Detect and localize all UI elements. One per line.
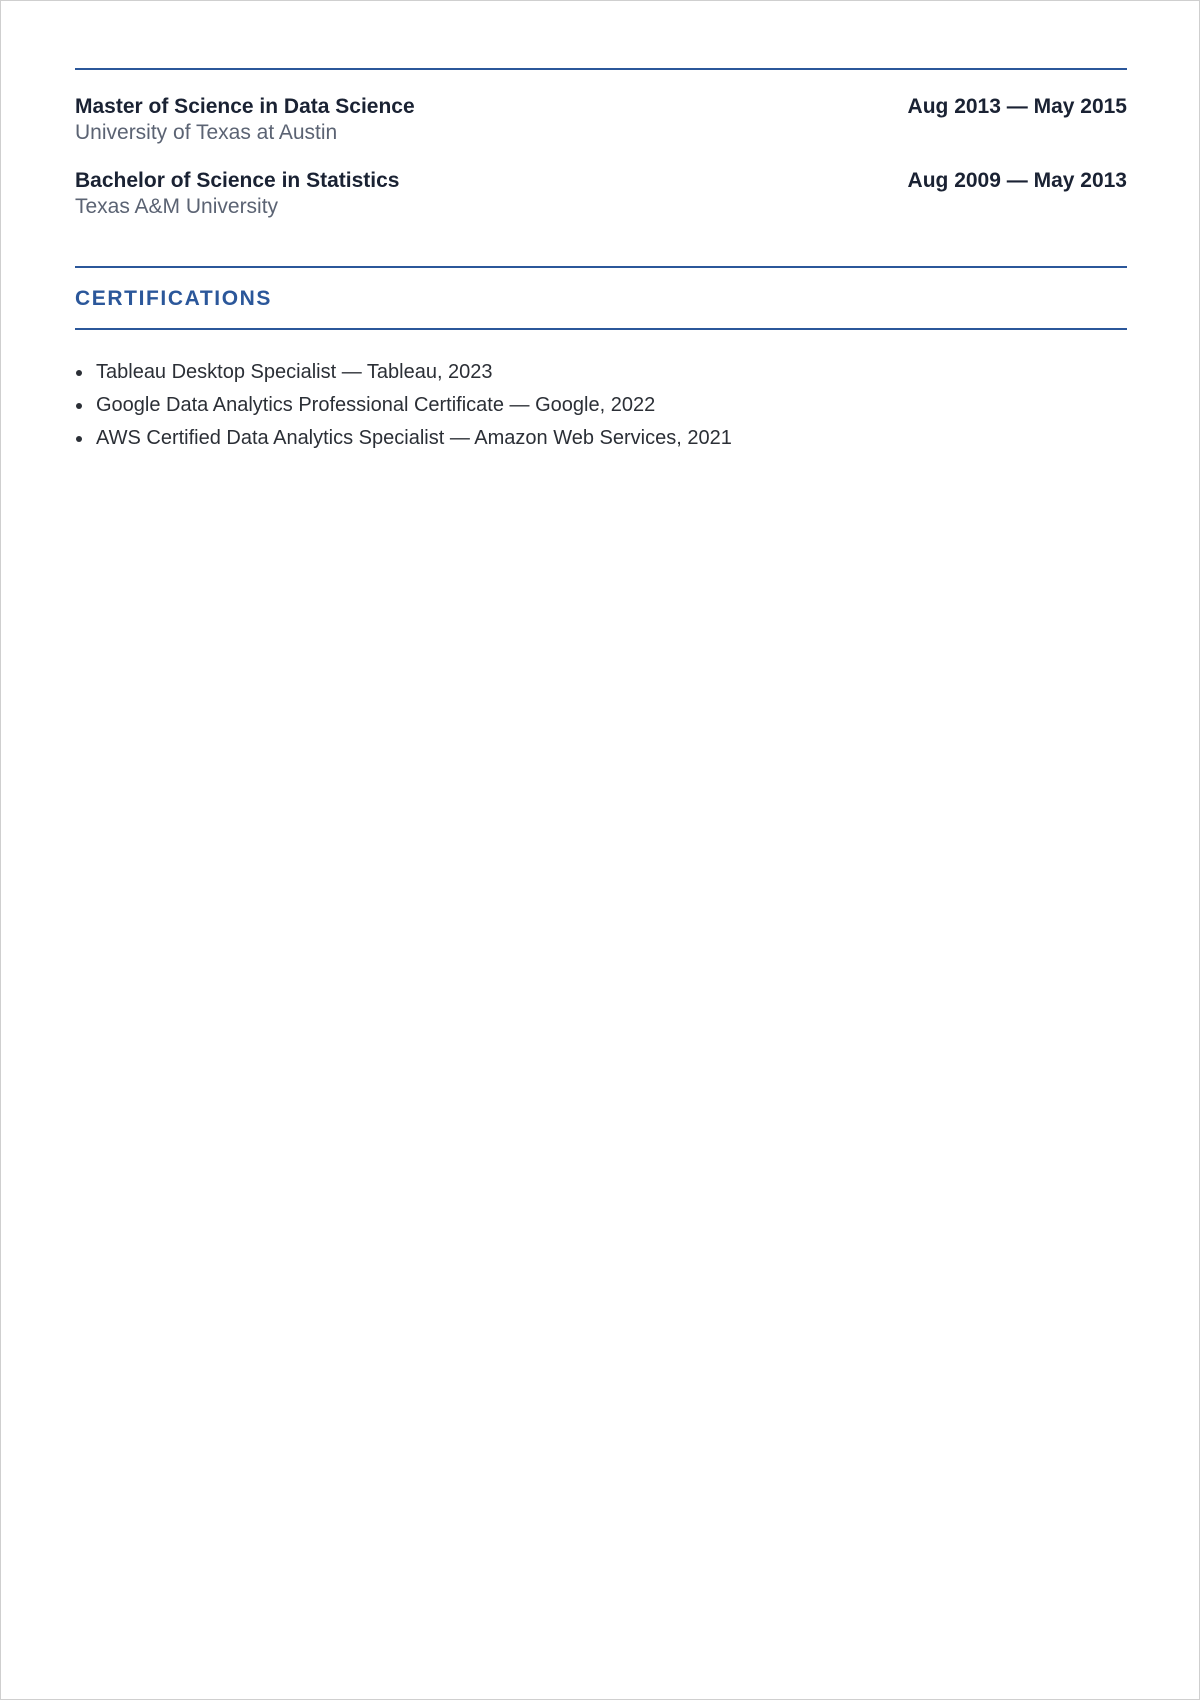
list-item [75, 389, 1127, 422]
certification-text: AWS Certified Data Analytics Specialist — Amazon Web Services, 2021 [96, 427, 732, 449]
education-dates: Aug 2009 — May 2013 [907, 169, 1127, 192]
education-entry [75, 95, 1127, 146]
certifications-list [75, 356, 1127, 455]
education-entry-header [75, 169, 1127, 193]
certifications-heading-rule [75, 328, 1127, 330]
resume-content [75, 1, 1127, 455]
education-entry-header [75, 95, 1127, 119]
education-degree: Bachelor of Science in Statistics [75, 169, 400, 192]
education-school: University of Texas at Austin [75, 121, 338, 144]
education-entry [75, 169, 1127, 220]
bullet-icon [76, 403, 82, 409]
education-bottom-rule [75, 68, 1127, 70]
education-degree: Master of Science in Data Science [75, 95, 415, 118]
certification-text: Google Data Analytics Professional Certificate — Google, 2022 [96, 394, 656, 416]
certification-text: Tableau Desktop Specialist — Tableau, 2023 [96, 361, 493, 383]
certifications-top-rule [75, 266, 1127, 268]
bullet-icon [76, 436, 82, 442]
education-school: Texas A&M University [75, 195, 279, 218]
list-item [75, 422, 1127, 455]
certifications-heading: CERTIFICATIONS [75, 287, 273, 310]
education-dates: Aug 2013 — May 2015 [907, 95, 1127, 118]
list-item [75, 356, 1127, 389]
bullet-icon [76, 370, 82, 376]
